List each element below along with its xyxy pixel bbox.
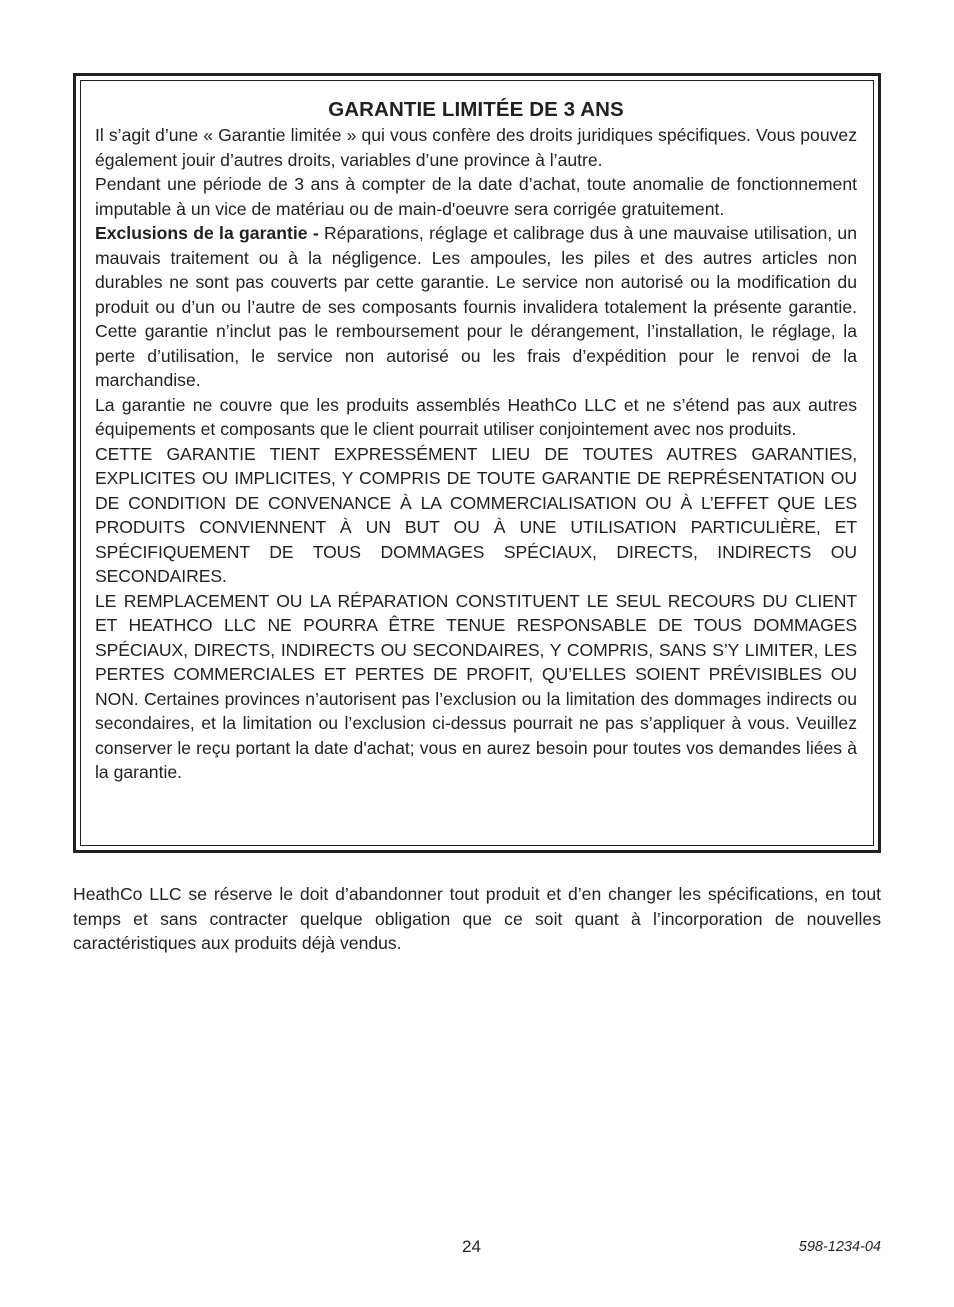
warranty-paragraph-remedy [95,589,857,785]
footer-note: HeathCo LLC se réserve le doit d’abandonner tout produit et d’en changer les spécifications, en tout temps et sans contracter quelque obligation que ce soit quant à l’incorporation de nouvelles caractéristiques aux produits déjà vendus. [73,884,881,953]
warranty-paragraph-coverage: La garantie ne couvre que les produits assemblés HeathCo LLC et ne s’étend pas aux autres équipements et composants que le client pourrait utiliser conjointement avec nos produits. [95,394,857,439]
remedy-text: Certaines provinces n’autorisent pas l’exclusion ou la limitation des dommages indirects ou secondaires, et la limitation ou l’exclusion ci-dessus pourrait ne pas s’appliquer à vous. Veuillez conserver le reçu portant la date d'achat; vous en aurez besoin pour toutes vos demandes liées à la garantie. [95,688,857,782]
document-code: 598-1234-04 [798,1239,881,1255]
warranty-inner-frame [80,80,874,846]
page-number: 24 [462,1237,481,1256]
warranty-paragraph-period: Pendant une période de 3 ans à compter de la date d’achat, toute anomalie de fonctionnement imputable à un vice de matériau ou de main-d'oeuvre sera corrigée gratuitement. [95,174,857,219]
exclusions-label: Exclusions de la garantie - [95,223,319,243]
remedy-caps-text: LE REMPLACEMENT OU LA RÉPARATION CONSTITUENT LE SEUL RECOURS DU CLIENT ET HEATHCO LLC NE POURRA ÊTRE TENUE RESPONSABLE DE TOUS DOMMAGES SPÉCIAUX, DIRECTS, INDIRECTS OU SECONDAIRES, Y COMPRIS, SANS S’Y LIMITER, LES PERTES COMMERCIALES ET PERTES DE PROFIT, QU’ELLES SOIENT PRÉVISIBLES OU NON. [95,590,857,709]
warranty-paragraph-intro: Il s’agit d’une « Garantie limitée » qui vous confère des droits juridiques spécifiques. Vous pouvez également jouir d’autres droits, variables d’une province à l’autre. [95,125,857,170]
warranty-paragraph-exclusions [95,221,857,393]
warranty-paragraph-disclaimer: CETTE GARANTIE TIENT EXPRESSÉMENT LIEU DE TOUTES AUTRES GARANTIES, EXPLICITES OU IMPLICITES, Y COMPRIS DE TOUTE GARANTIE DE REPRÉSENTATION OU DE CONDITION DE CONVENANCE À LA COMMERCIALISATION OU À L’EFFET QUE LES PRODUITS CONVIENNENT À UN BUT OU À UNE UTILISATION PARTICULIÈRE, ET SPÉCIFIQUEMENT DE TOUS DOMMAGES SPÉCIAUX, DIRECTS, INDIRECTS OU SECONDAIRES. [95,443,857,586]
warranty-box [73,73,881,853]
warranty-title: GARANTIE LIMITÉE DE 3 ANS [328,98,624,121]
exclusions-text: Réparations, réglage et calibrage dus à une mauvaise utilisation, un mauvais traitement ou à la négligence. Les ampoules, les piles et des autres articles non durables ne sont pas couverts par cette garantie. Le service non autorisé ou la modification du produit ou d’un ou l’autre de ses composants fournis invalidera totalement la présente garantie. Cette garantie n’inclut pas le remboursement pour le dérangement, l’installation, le réglage, la perte d’utilisation, le service non autorisé ou les frais d’expédition pour le renvoi de la marchandise. [95,223,858,390]
